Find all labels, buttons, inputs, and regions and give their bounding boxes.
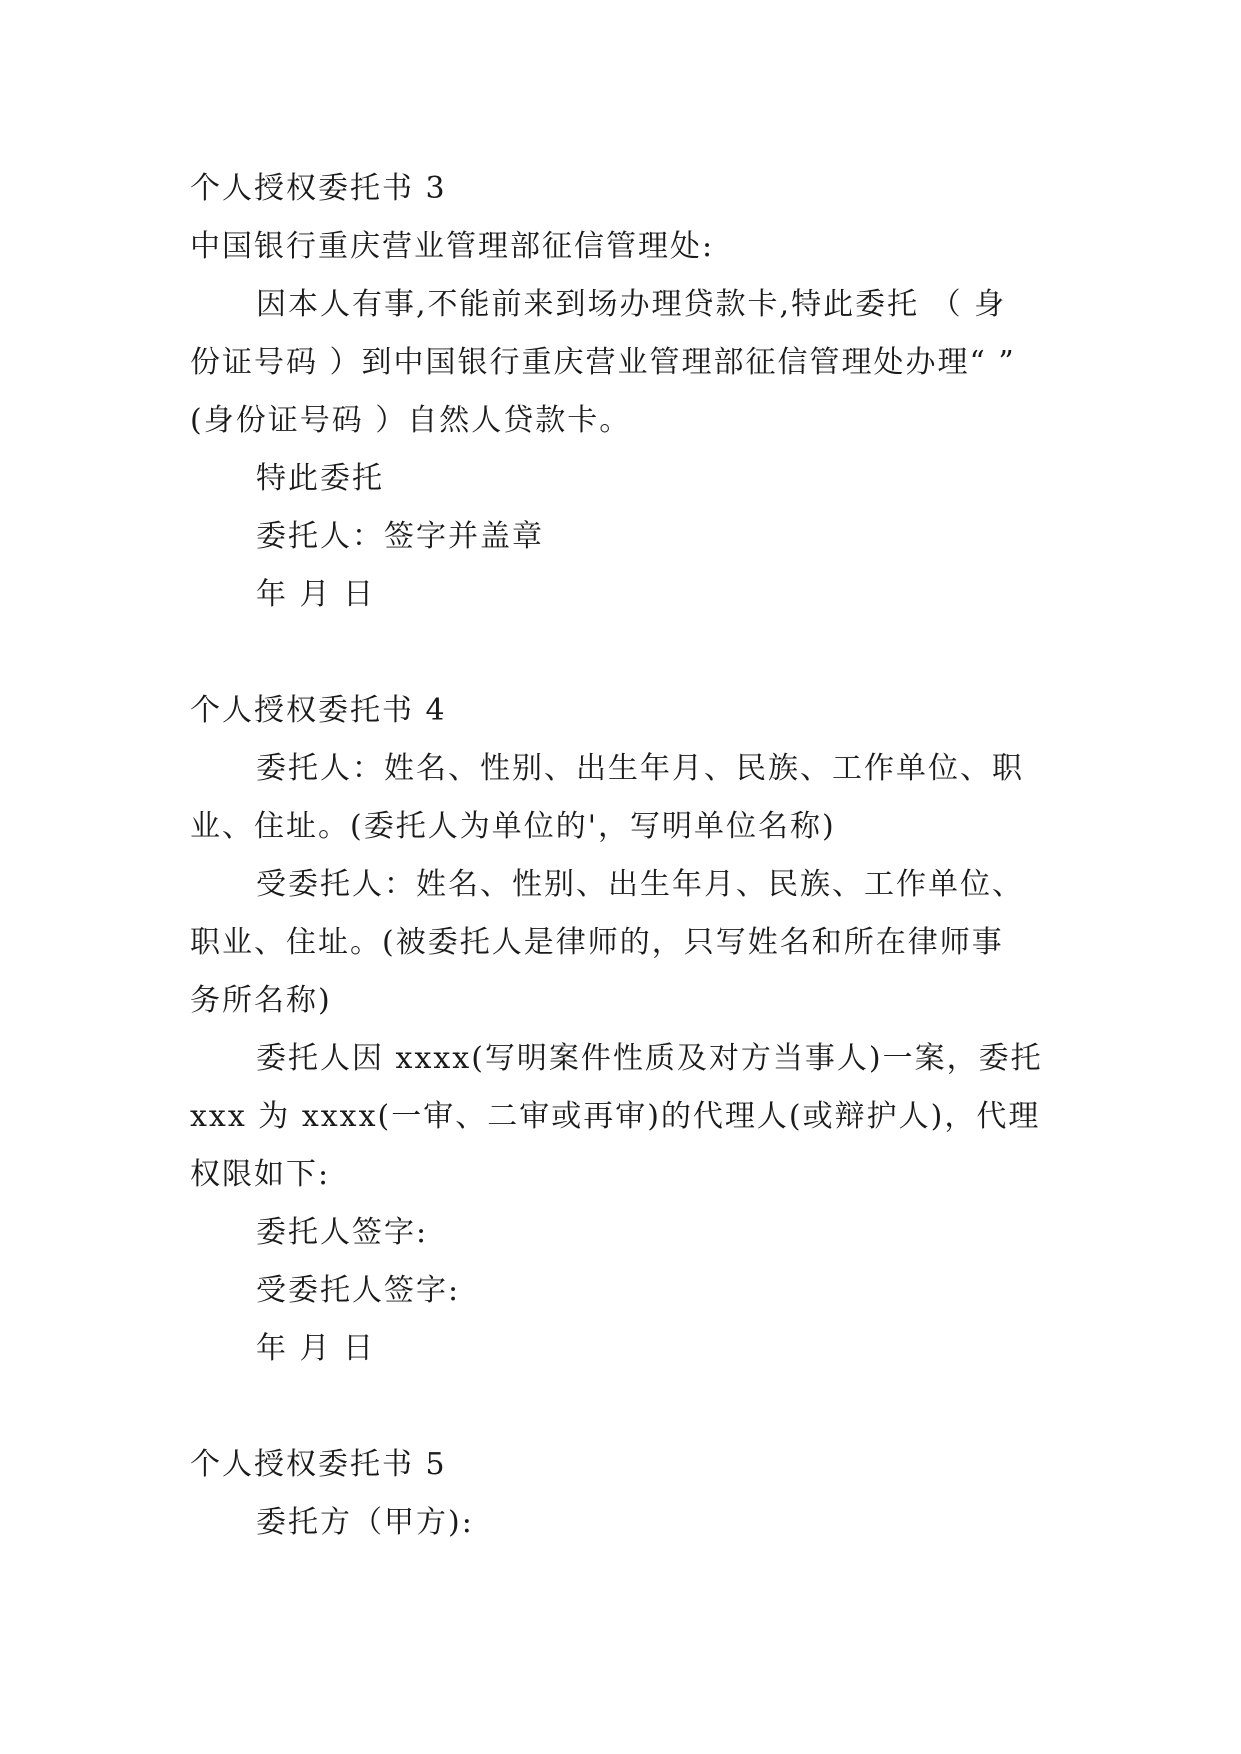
document-page xyxy=(190,160,1060,1552)
section4-principal-line: 业、住址。(委托人为单位的'，写明单位名称) xyxy=(190,809,836,844)
section4-agent-line: 务所名称) xyxy=(190,983,332,1018)
section4-date: 年 月 日 xyxy=(256,1331,376,1366)
section3-addressee: 中国银行重庆营业管理部征信管理处: xyxy=(190,229,715,264)
section3-body-line: 因本人有事,不能前来到场办理贷款卡,特此委托 （ 身 xyxy=(256,287,1007,322)
section3-closing: 特此委托 xyxy=(256,461,384,496)
section4-case-line: 权限如下: xyxy=(190,1157,331,1192)
section3-body-line: (身份证号码 ）自然人贷款卡。 xyxy=(190,403,632,438)
section-spacer xyxy=(190,624,1060,682)
section4-agent-line: 受委托人：姓名、性别、出生年月、民族、工作单位、 xyxy=(256,867,1024,902)
section3-signature: 委托人：签字并盖章 xyxy=(256,519,544,554)
section4-case-line: xxx 为 xxxx(一审、二审或再审)的代理人(或辩护人)，代理 xyxy=(190,1099,1041,1134)
section3-title: 个人授权委托书 3 xyxy=(190,171,447,206)
section3-body-line: 份证号码 ）到中国银行重庆营业管理部征信管理处办理“ ” xyxy=(190,345,1016,380)
section4-principal-signature: 委托人签字: xyxy=(256,1215,429,1250)
section4-title: 个人授权委托书 4 xyxy=(190,693,447,728)
section-spacer xyxy=(190,1378,1060,1436)
section3-date: 年 月 日 xyxy=(256,577,376,612)
section5-party-a: 委托方（甲方): xyxy=(256,1505,474,1540)
section4-principal-line: 委托人：姓名、性别、出生年月、民族、工作单位、职 xyxy=(256,751,1024,786)
section4-agent-line: 职业、住址。(被委托人是律师的，只写姓名和所在律师事 xyxy=(190,925,1004,960)
section4-agent-signature: 受委托人签字: xyxy=(256,1273,461,1308)
section5-title: 个人授权委托书 5 xyxy=(190,1447,447,1482)
section4-case-line: 委托人因 xxxx(写明案件性质及对方当事人)一案，委托 xyxy=(256,1041,1043,1076)
